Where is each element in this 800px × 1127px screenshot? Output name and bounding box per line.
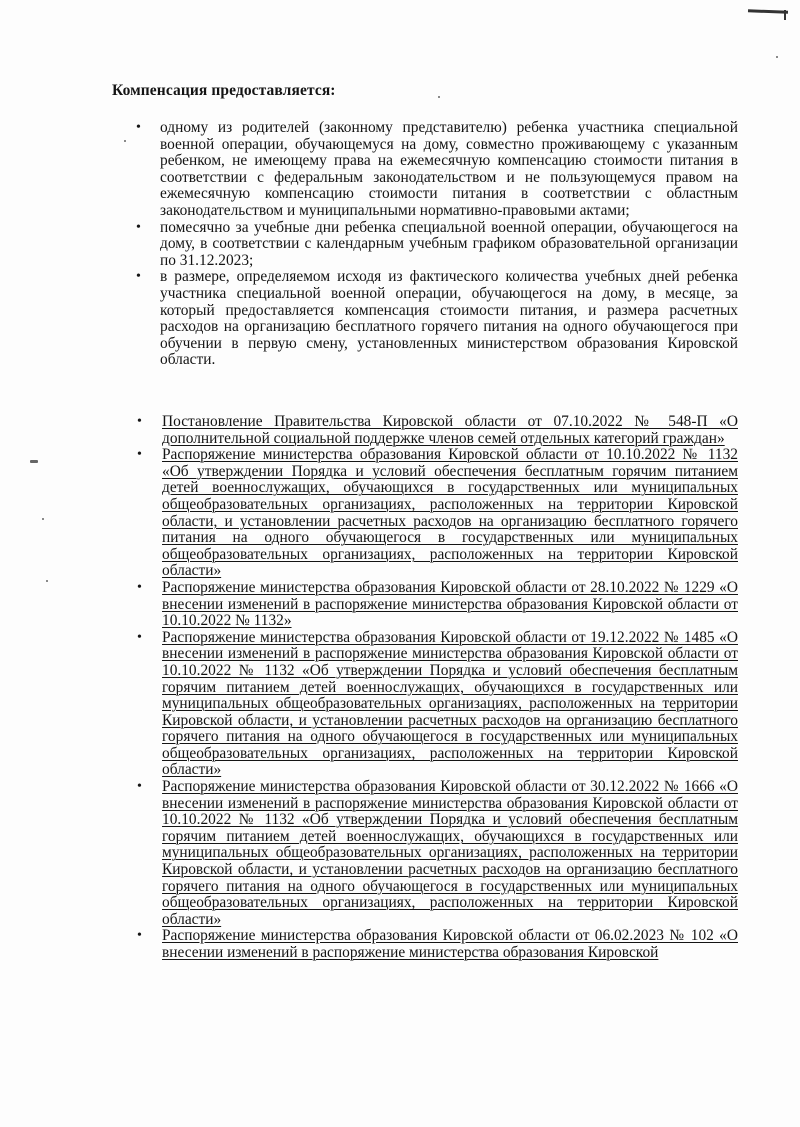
document-link-item[interactable] (0, 928, 738, 961)
condition-item (0, 120, 738, 220)
document-link-item[interactable] (0, 414, 738, 447)
bullet-icon: • (137, 779, 142, 795)
scan-artifact-corner-tick (784, 10, 786, 20)
condition-text: одному из родителей (законному представителю) ребенка участника специальной военной операции, обучающемуся на дому, совместно проживающему с указанным ребенком, не имеющему права на ежемесячную компенсацию стоимости питания в соответствии с федеральным законодательством и не пользующемуся правом на ежемесячную компенсацию стоимости питания в соответствии с областным законодательством и муниципальными нормативно-правовыми актами; (160, 119, 738, 219)
condition-item (0, 220, 738, 270)
scan-artifact-corner (748, 9, 788, 13)
document-link[interactable]: Распоряжение министерства образования Кировской области от 06.02.2023 № 102 «О внесении изменений в распоряжение министерства образования Кировской (162, 927, 738, 961)
bullet-icon: • (136, 269, 141, 285)
section-heading: Компенсация предоставляется: (112, 82, 336, 99)
bullet-icon: • (136, 219, 141, 235)
document-link[interactable]: Распоряжение министерства образования Кировской области от 30.12.2022 № 1666 «О внесении изменений в распоряжение министерства образования Кировской области от 10.10.2022 № 1132 «Об утверждении Порядка и условий обеспечения бесплатным горячим питанием детей военнослужащих, обучающихся в государственных или муниципальных общеобразовательных организациях, расположенных на территории Кировской области, и установлении расчетных расходов на организацию бесплатного горячего питания на одного обучающегося в государственных или муниципальных общеобразовательных организациях, расположенных на территории Кировской области» (162, 778, 738, 928)
condition-item (0, 269, 738, 369)
document-link-item[interactable] (0, 580, 738, 630)
bullet-icon: • (137, 414, 142, 429)
bullet-icon: • (136, 120, 141, 135)
condition-text: в размере, определяемом исходя из фактического количества учебных дней ребенка участника специальной военной операции, обучающегося на дому, в месяце, за который предоставляется компенсация стоимости питания, и размера расчетных расходов на организацию бесплатного горячего питания на одного обучающегося при обучении в первую смену, установленных министерством образования Кировской области. (160, 268, 738, 369)
document-link[interactable]: Распоряжение министерства образования Кировской области от 28.10.2022 № 1229 «О внесении изменений в распоряжение министерства образования Кировской области от 10.10.2022 № 1132» (162, 578, 738, 630)
bullet-icon: • (137, 928, 142, 944)
document-link[interactable]: Распоряжение министерства образования Кировской области от 10.10.2022 № 1132 «Об утверждении Порядка и условий обеспечения бесплатным горячим питанием детей военнослужащих, обучающихся в государственных или муниципальных общеобразовательных организациях, расположенных на территории Кировской области, и установлении расчетных расходов на организацию бесплатного горячего питания на одного обучающегося в государственных или муниципальных общеобразовательных организациях, расположенных на территории Кировской области» (162, 446, 738, 580)
condition-text: помесячно за учебные дни ребенка специальной военной операции, обучающегося на дому, в соответствии с календарным учебным графиком образовательной организации по 31.12.2023; (160, 218, 738, 269)
scan-speck (438, 96, 440, 98)
conditions-list (0, 120, 738, 369)
document-link[interactable]: Постановление Правительства Кировской области от 07.10.2022 № 548-П «О дополнительной социальной поддержке членов семей отдельных категорий граждан» (162, 413, 738, 447)
document-link-item[interactable] (0, 779, 738, 928)
bullet-icon: • (137, 447, 142, 463)
document-link-item[interactable] (0, 630, 738, 779)
document-link[interactable]: Распоряжение министерства образования Кировской области от 19.12.2022 № 1485 «О внесении изменений в распоряжение министерства образования Кировской области от 10.10.2022 № 1132 «Об утверждении Порядка и условий обеспечения бесплатным горячим питанием детей военнослужащих, обучающихся в государственных или муниципальных общеобразовательных организациях, расположенных на территории Кировской области, и установлении расчетных расходов на организацию бесплатного горячего питания на одного обучающегося в государственных или муниципальных общеобразовательных организациях, расположенных на территории Кировской области» (162, 628, 738, 779)
bullet-icon: • (137, 629, 142, 645)
document-link-item[interactable] (0, 447, 738, 580)
bullet-icon: • (137, 579, 142, 595)
documents-list (0, 414, 738, 962)
scan-speck (776, 56, 778, 58)
